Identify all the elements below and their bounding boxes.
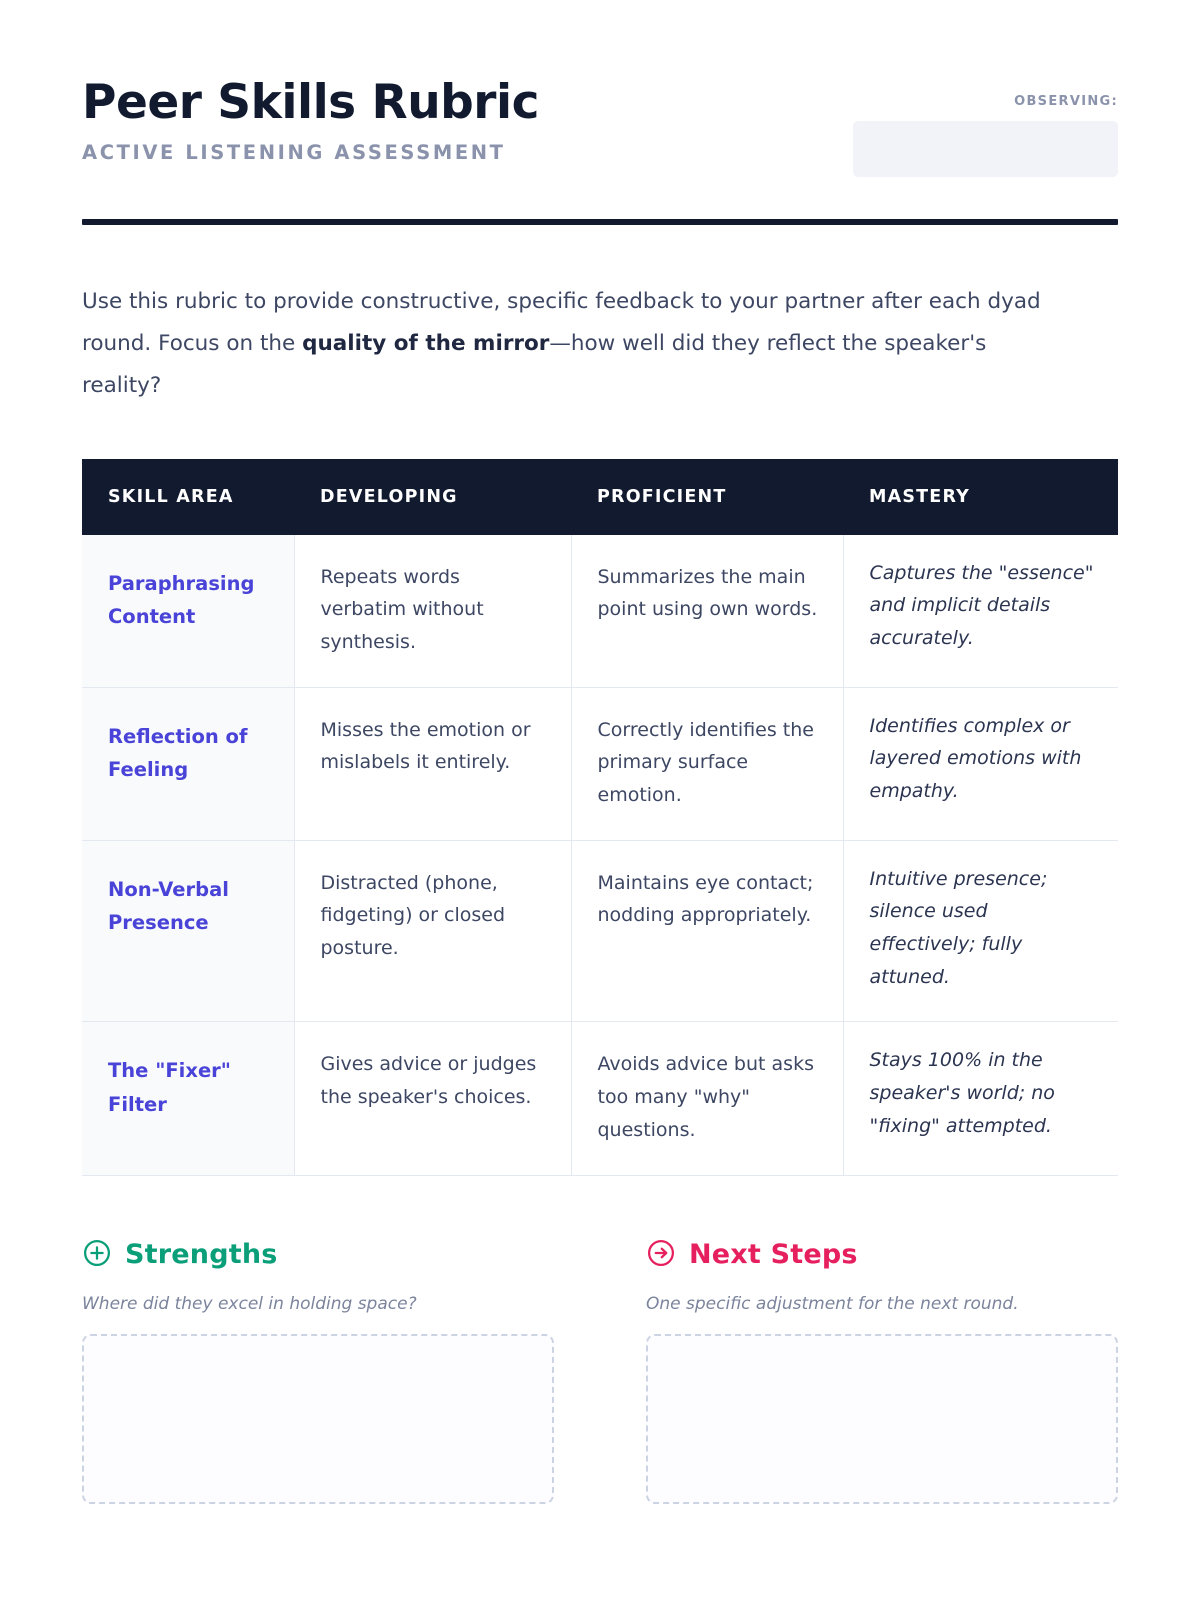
column-header-developing: DEVELOPING: [294, 459, 571, 535]
page-header: [82, 75, 1118, 177]
observing-block: [853, 94, 1118, 177]
next-steps-prompt: One specific adjustment for the next round.: [646, 1293, 1019, 1314]
table-body: [82, 535, 1118, 1175]
plus-circle-icon: [82, 1238, 112, 1272]
strengths-input[interactable]: [82, 1334, 554, 1504]
intro-paragraph: [82, 281, 1072, 407]
feedback-sections: [82, 1238, 1118, 1508]
cell-mastery: Stays 100% in the speaker's world; no "fixing" attempted.: [843, 1022, 1118, 1175]
rubric-table: [82, 459, 1118, 1176]
column-header-proficient: PROFICIENT: [571, 459, 843, 535]
strengths-prompt: Where did they excel in holding space?: [82, 1293, 417, 1314]
table-header-row: [82, 459, 1118, 535]
strengths-section: [82, 1238, 554, 1508]
intro-text-part1: Use this rubric to provide constructive, specific feedback to your partner after each dyad round. Focus on the: [82, 289, 1041, 356]
cell-developing: Repeats words verbatim without synthesis.: [294, 535, 571, 688]
title-block: [82, 75, 539, 164]
next-steps-section: [646, 1238, 1118, 1508]
intro-emphasis: quality of the mirror: [302, 330, 550, 356]
cell-proficient: Summarizes the main point using own words.: [571, 535, 843, 688]
table-row: [82, 687, 1118, 840]
strengths-header: [82, 1238, 554, 1272]
next-steps-input[interactable]: [646, 1334, 1118, 1504]
cell-mastery: Intuitive presence; silence used effectively; fully attuned.: [843, 840, 1118, 1022]
table-header: [82, 459, 1118, 535]
cell-skill: Reflection of Feeling: [82, 687, 294, 840]
strengths-title: Strengths: [125, 1239, 278, 1270]
cell-skill: Non-Verbal Presence: [82, 840, 294, 1022]
table-row: [82, 535, 1118, 688]
cell-skill: The "Fixer" Filter: [82, 1022, 294, 1175]
next-steps-title: Next Steps: [689, 1239, 858, 1270]
cell-mastery: Identifies complex or layered emotions with empathy.: [843, 687, 1118, 840]
table-row: [82, 840, 1118, 1022]
column-header-skill-area: SKILL AREA: [82, 459, 294, 535]
cell-skill: Paraphrasing Content: [82, 535, 294, 688]
header-divider: [82, 219, 1118, 225]
arrow-right-circle-icon: [646, 1238, 676, 1272]
page-subtitle: ACTIVE LISTENING ASSESSMENT: [82, 140, 506, 164]
next-steps-header: [646, 1238, 1118, 1272]
intro-text-part2: —how well did they reflect the speaker's reality?: [82, 330, 987, 398]
cell-proficient: Avoids advice but asks too many "why" questions.: [571, 1022, 843, 1175]
page-title: Peer Skills Rubric: [82, 75, 539, 130]
cell-developing: Distracted (phone, fidgeting) or closed posture.: [294, 840, 571, 1022]
cell-developing: Misses the emotion or mislabels it entirely.: [294, 687, 571, 840]
cell-proficient: Correctly identifies the primary surface emotion.: [571, 687, 843, 840]
cell-proficient: Maintains eye contact; nodding appropriately.: [571, 840, 843, 1022]
column-header-mastery: MASTERY: [843, 459, 1118, 535]
cell-mastery: Captures the "essence" and implicit details accurately.: [843, 535, 1118, 688]
observing-input[interactable]: [853, 121, 1118, 177]
table-row: [82, 1022, 1118, 1175]
observing-label: OBSERVING:: [1014, 94, 1118, 109]
cell-developing: Gives advice or judges the speaker's choices.: [294, 1022, 571, 1175]
